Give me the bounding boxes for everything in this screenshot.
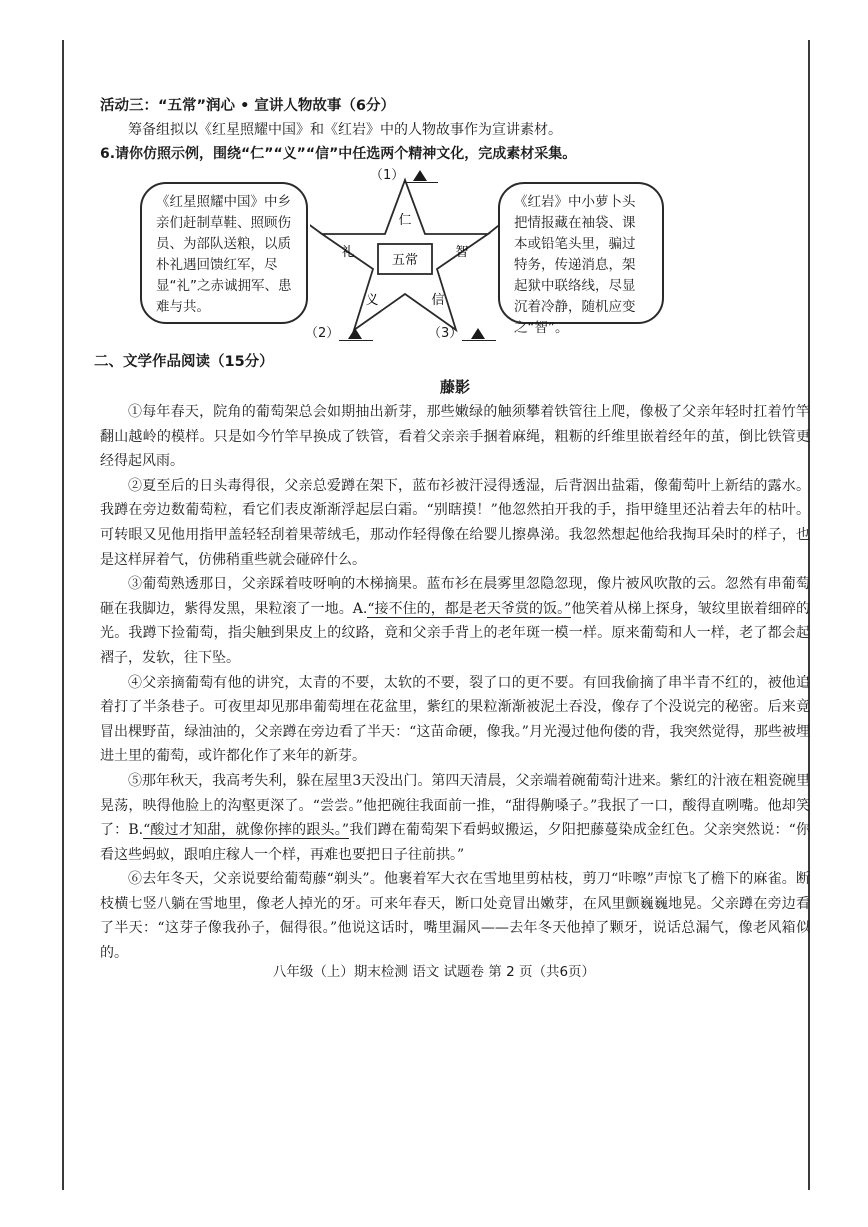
exam-page — [94, 94, 810, 966]
paragraph-1: ①每年春天，院角的葡萄架总会如期抽出新芽，那些嫩绿的触须攀着铁管往上爬，像极了父亲年轻时扛着竹竿翻山越岭的模样。只是如今竹竿早换成了铁管，看着父亲亲手捆着麻绳，粗粝的纤维里嵌着经年的茧，倒比铁管更经得起风雨。 — [100, 404, 810, 470]
blank-2-number: （2） — [305, 326, 340, 341]
blank-1-number: （1） — [370, 168, 405, 183]
blank-2 — [305, 322, 373, 341]
blank-1 — [370, 164, 438, 183]
paragraph-5 — [100, 769, 810, 867]
paragraph-3 — [100, 572, 810, 670]
activity-title: 活动三：“五常”润心 • 宣讲人物故事（6分） — [100, 98, 396, 114]
blank-3 — [428, 322, 496, 341]
paragraph-6: ⑥去年冬天，父亲说要给葡萄藤“剃头”。他裹着军大衣在雪地里剪枯枝，剪刀“咔嚓”声惊飞了檐下的麻雀。断枝横七竖八躺在雪地里，像老人掉光的牙。可来年春天，断口处竟冒出嫩芽，在风里颤巍巍地晃。父亲蹲在旁边看了半天：“这芽子像我孙子，倔得很。”他说这话时，嘴里漏风——去年冬天他掉了颗牙，说话总漏气，像老风箱似的。 — [100, 871, 810, 962]
underlined-sentence-a: “接不住的，都是老天爷赏的饭。” — [367, 600, 572, 617]
paragraph-5-part-b: 我们蹲在葡萄架下看蚂蚁搬运，夕阳把藤蔓染成金红色。父亲突然说：“你看这些蚂蚁，跟咱庄稼人一个样，再难也要把日子往前拱。” — [100, 822, 810, 863]
triangle-icon — [413, 170, 427, 181]
left-margin-line — [62, 40, 64, 1190]
blank-3-number: （3） — [428, 326, 463, 341]
question-6: 6.请你仿照示例，围绕“仁”“义”“信”中任选两个精神文化，完成素材采集。 — [100, 146, 577, 162]
paragraph-2: ②夏至后的日头毒得很，父亲总爱蹲在架下，蓝布衫被汗浸得透湿，后背洇出盐霜，像葡萄叶上新结的露水。我蹲在旁边数葡萄粒，看它们表皮渐渐浮起层白霜。“别瞎摸！”他忽然拍开我的手，指甲缝里还沾着去年的枯叶。可转眼又见他用指甲盖轻轻刮着果蒂绒毛，那动作轻得像在给婴儿擦鼻涕。我忽然想起他给我掏耳朵时的样子，也是这样屏着气，仿佛稍重些就会碰碎什么。 — [100, 477, 810, 568]
paragraph-3-part-a: ③葡萄熟透那日，父亲踩着吱呀响的木梯摘果。蓝布衫在晨雾里忽隐忽现，像片被风吹散的云。忽然有串葡萄砸在我脚边，紫得发黑，果粒滚了一地。A. — [100, 576, 810, 617]
page-footer: 八年级（上）期末检测 语文 试题卷 第 2 页（共6页） — [272, 964, 596, 980]
point-li: 礼 — [341, 245, 355, 260]
triangle-icon — [471, 328, 485, 339]
point-yi: 义 — [365, 293, 379, 308]
point-ren: 仁 — [398, 213, 412, 228]
star-diagram — [310, 172, 500, 342]
blank-3-line[interactable] — [462, 326, 496, 341]
right-speech-bubble: 《红岩》中小萝卜头把情报藏在袖袋、课本或铅笔头里，骗过特务，传递消息，架起狱中联络线，尽显沉着冷静，随机应变之“智”。 — [498, 182, 664, 324]
blank-2-line[interactable] — [339, 326, 373, 341]
paragraph-4: ④父亲摘葡萄有他的讲究，太青的不要，太软的不要，裂了口的更不要。有回我偷摘了串半青不红的，被他追着打了半条巷子。可夜里却见那串葡萄埋在花盆里，紫红的果粒渐渐被泥土吞没，像存了个没说完的秘密。后来竟冒出棵野苗，绿油油的，父亲蹲在旁边看了半天：“这苗命硬，像我。”月光漫过他佝偻的背，我突然觉得，那些被埋进土里的葡萄，或许都化作了来年的新芽。 — [100, 674, 810, 765]
article-title: 藤影 — [439, 378, 470, 396]
activity-intro: 筹备组拟以《红星照耀中国》和《红岩》中的人物故事作为宣讲素材。 — [128, 122, 562, 138]
center-label: 五常 — [391, 253, 419, 268]
five-virtues-diagram — [100, 168, 810, 342]
underlined-sentence-b: “酸过才知甜，就像你摔的跟头。” — [143, 822, 350, 839]
left-speech-bubble: 《红星照耀中国》中乡亲们赶制草鞋、照顾伤员、为部队送粮，以质朴礼遇回馈红军，尽显“礼”之赤诚拥军、患难与共。 — [140, 182, 308, 324]
paragraph-5-part-a: ⑤那年秋天，我高考失利，躲在屋里3天没出门。第四天清晨，父亲端着碗葡萄汁进来。紫红的汁液在粗瓷碗里晃荡，映得他脸上的沟壑更深了。“尝尝。”他把碗往我面前一推，“甜得齁嗓子。”我抿了一口，酸得直咧嘴。他却笑了：B. — [100, 772, 810, 839]
paragraph-3-part-b: 他笑着从梯上探身，皱纹里嵌着细碎的光。我蹲下捡葡萄，指尖触到果皮上的纹路，竟和父亲手背上的老年斑一模一样。原来葡萄和人一样，老了都会起褶子，发软，往下坠。 — [100, 600, 810, 666]
left-bubble-pointer — [310, 218, 322, 234]
blank-1-line[interactable] — [404, 168, 438, 183]
triangle-icon — [348, 328, 362, 339]
section-title: 二、文学作品阅读（15分） — [94, 354, 274, 370]
point-xin: 信 — [431, 293, 445, 308]
point-zhi: 智 — [455, 245, 469, 260]
